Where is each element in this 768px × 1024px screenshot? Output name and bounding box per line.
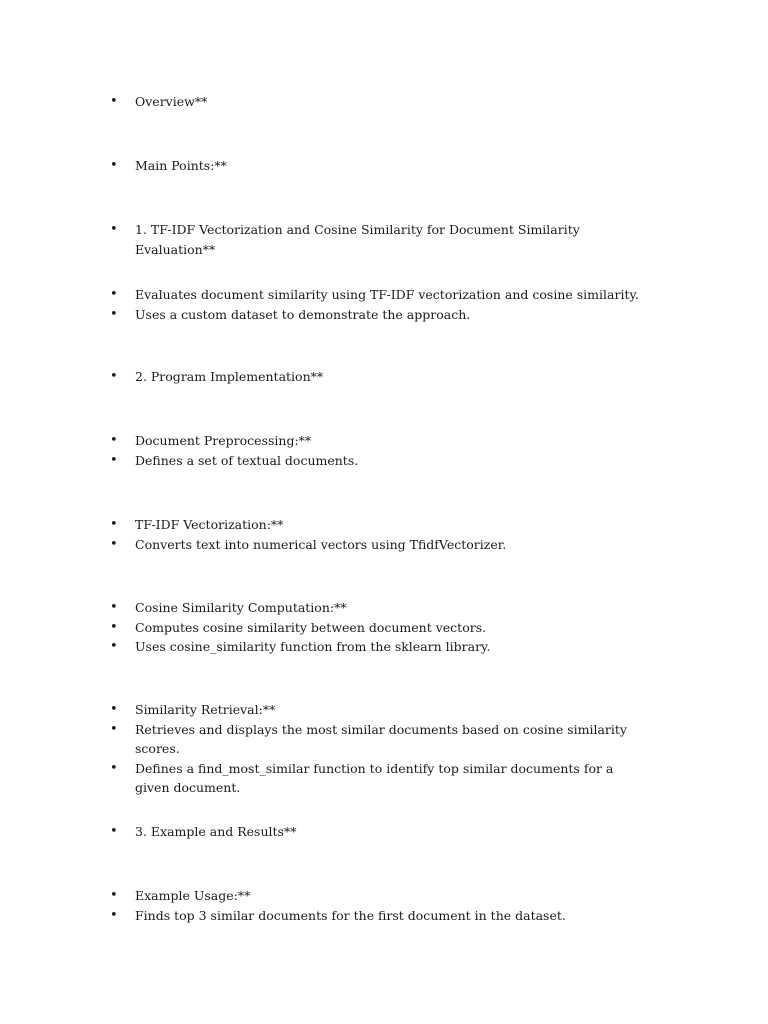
bullet-item — [110, 92, 650, 112]
bullet-item — [110, 906, 650, 926]
bullet-dot: • — [110, 222, 118, 237]
bullet-group-main-points — [110, 156, 650, 176]
bullet-item — [110, 431, 650, 451]
bullet-text: Document Preprocessing:** — [135, 433, 312, 448]
bullet-group-section-1-details — [110, 285, 650, 324]
bullet-item — [110, 515, 650, 535]
bullet-dot: • — [110, 619, 118, 635]
bullet-text: Overview** — [135, 94, 208, 109]
bullet-group-section-3 — [110, 822, 650, 842]
bullet-item — [110, 886, 650, 906]
bullet-item — [110, 156, 650, 176]
bullet-text: Uses a custom dataset to demonstrate the approach. — [135, 306, 471, 322]
bullet-item — [110, 700, 650, 720]
bullet-text: Defines a set of textual documents. — [135, 452, 359, 468]
bullet-item — [110, 305, 650, 325]
bullet-text: Defines a find_most_similar function to identify top similar documents for a given document. — [135, 760, 614, 795]
bullet-dot: • — [110, 158, 118, 173]
bullet-text: Main Points:** — [135, 158, 227, 173]
bullet-text: Finds top 3 similar documents for the first document in the dataset. — [135, 907, 566, 923]
bullet-text: Converts text into numerical vectors using TfidfVectorizer. — [135, 536, 507, 552]
bullet-item — [110, 535, 650, 555]
bullet-text: Evaluates document similarity using TF-IDF vectorization and cosine similarity. — [135, 287, 639, 302]
bullet-group-section-1 — [110, 220, 650, 259]
bullet-item — [110, 451, 650, 471]
bullet-dot: • — [110, 888, 118, 903]
bullet-group-retrieval — [110, 700, 650, 798]
bullet-dot: • — [110, 824, 118, 839]
bullet-item — [110, 598, 650, 618]
bullet-dot: • — [110, 907, 118, 923]
bullet-dot: • — [110, 702, 118, 717]
bullet-dot: • — [110, 452, 118, 468]
bullet-dot: • — [110, 306, 118, 322]
bullet-item — [110, 822, 650, 842]
bullet-group-cosine — [110, 598, 650, 657]
bullet-group-vectorization — [110, 515, 650, 554]
bullet-dot: • — [110, 369, 118, 384]
bullet-item — [110, 759, 650, 798]
bullet-dot: • — [110, 517, 118, 532]
bullet-text: Computes cosine similarity between document vectors. — [135, 619, 487, 635]
bullet-group-example — [110, 886, 650, 925]
bullet-dot: • — [110, 639, 118, 654]
bullet-text: Cosine Similarity Computation:** — [135, 600, 347, 615]
bullet-text: Similarity Retrieval:** — [135, 702, 276, 717]
bullet-text: Retrieves and displays the most similar documents based on cosine similarity scores. — [135, 721, 627, 756]
bullet-group-overview — [110, 92, 650, 112]
bullet-group-preprocessing — [110, 431, 650, 470]
bullet-dot: • — [110, 721, 118, 737]
bullet-item — [110, 720, 650, 759]
bullet-item — [110, 637, 650, 657]
bullet-dot: • — [110, 760, 118, 776]
bullet-dot: • — [110, 536, 118, 552]
bullet-dot: • — [110, 287, 118, 302]
bullet-text: Example Usage:** — [135, 888, 251, 903]
bullet-text: TF-IDF Vectorization:** — [135, 517, 284, 532]
bullet-dot: • — [110, 433, 118, 448]
bullet-text: 3. Example and Results** — [135, 824, 297, 839]
bullet-text: 2. Program Implementation** — [135, 369, 324, 384]
bullet-item — [110, 618, 650, 638]
bullet-text: Uses cosine_similarity function from the sklearn library. — [135, 639, 491, 654]
bullet-text: 1. TF-IDF Vectorization and Cosine Similarity for Document Similarity Evaluation** — [135, 222, 580, 257]
bullet-item — [110, 285, 650, 305]
bullet-group-section-2 — [110, 367, 650, 387]
bullet-dot: • — [110, 94, 118, 109]
bullet-item — [110, 367, 650, 387]
bullet-item — [110, 220, 650, 259]
bullet-dot: • — [110, 600, 118, 615]
